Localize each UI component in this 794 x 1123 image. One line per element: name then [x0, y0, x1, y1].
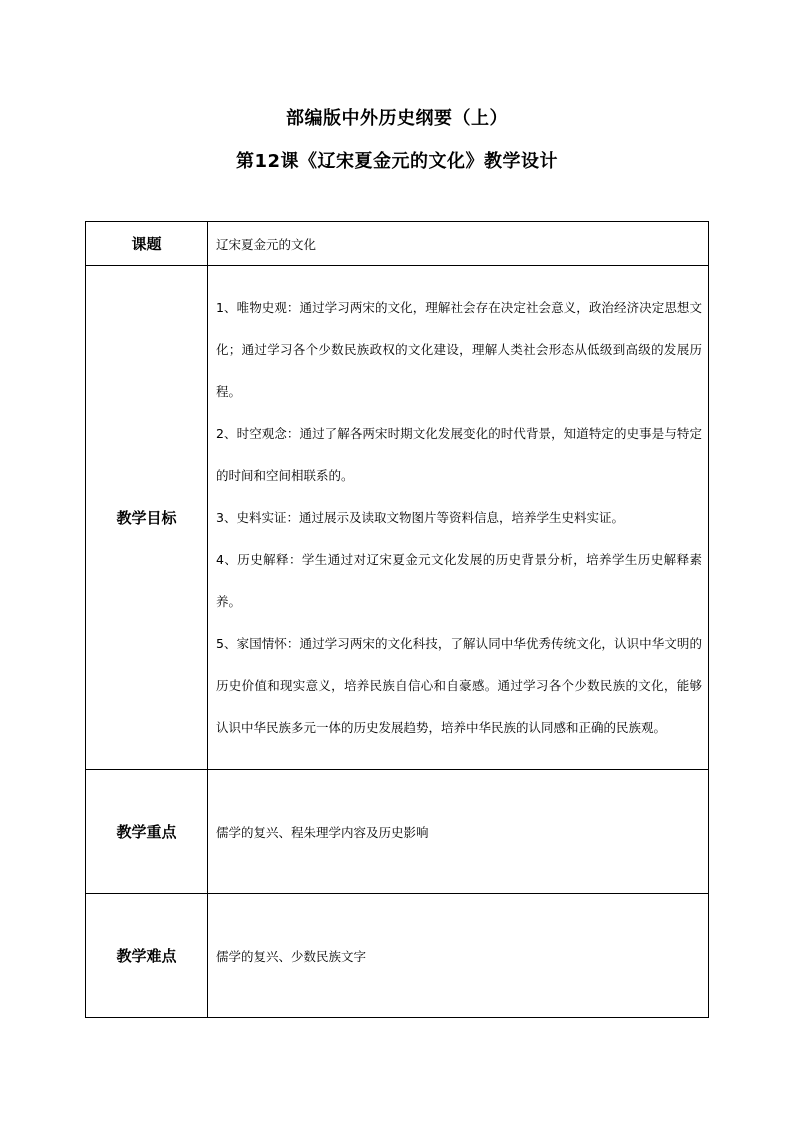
difficulty-label: 教学难点	[86, 894, 208, 1018]
goals-content	[208, 266, 709, 770]
table-row-difficulty	[86, 894, 709, 1018]
difficulty-value: 儒学的复兴、少数民族文字	[208, 894, 709, 1018]
goals-label: 教学目标	[86, 266, 208, 770]
topic-label: 课题	[86, 222, 208, 266]
table-row-topic	[86, 222, 709, 266]
goal-item: 4、历史解释：学生通过对辽宋夏金元文化发展的历史背景分析，培养学生历史解释素养。	[216, 551, 702, 609]
table-row-goals	[86, 266, 709, 770]
focus-label: 教学重点	[86, 770, 208, 894]
focus-value: 儒学的复兴、程朱理学内容及历史影响	[208, 770, 709, 894]
topic-value: 辽宋夏金元的文化	[208, 222, 709, 266]
goal-item: 1、唯物史观：通过学习两宋的文化，理解社会存在决定社会意义，政治经济决定思想文化；通过学习各个少数民族政权的文化建设，理解人类社会形态从低级到高级的发展历程。	[216, 299, 702, 399]
goal-item: 3、史料实证：通过展示及读取文物图片等资料信息，培养学生史料实证。	[216, 509, 624, 525]
document-title: 部编版中外历史纲要（上）	[286, 108, 508, 129]
table-row-focus	[86, 770, 709, 894]
goal-item: 5、家国情怀：通过学习两宋的文化科技，了解认同中华优秀传统文化，认识中华文明的历史价值和现实意义，培养民族自信心和自豪感。通过学习各个少数民族的文化，能够认识中华民族多元一体的历史发展趋势，培养中华民族的认同感和正确的民族观。	[216, 635, 702, 735]
lesson-title: 第12课《辽宋夏金元的文化》教学设计	[235, 151, 559, 172]
lesson-plan-table	[85, 221, 709, 1018]
goal-item: 2、时空观念：通过了解各两宋时期文化发展变化的时代背景，知道特定的史事是与特定的时间和空间相联系的。	[216, 425, 702, 483]
